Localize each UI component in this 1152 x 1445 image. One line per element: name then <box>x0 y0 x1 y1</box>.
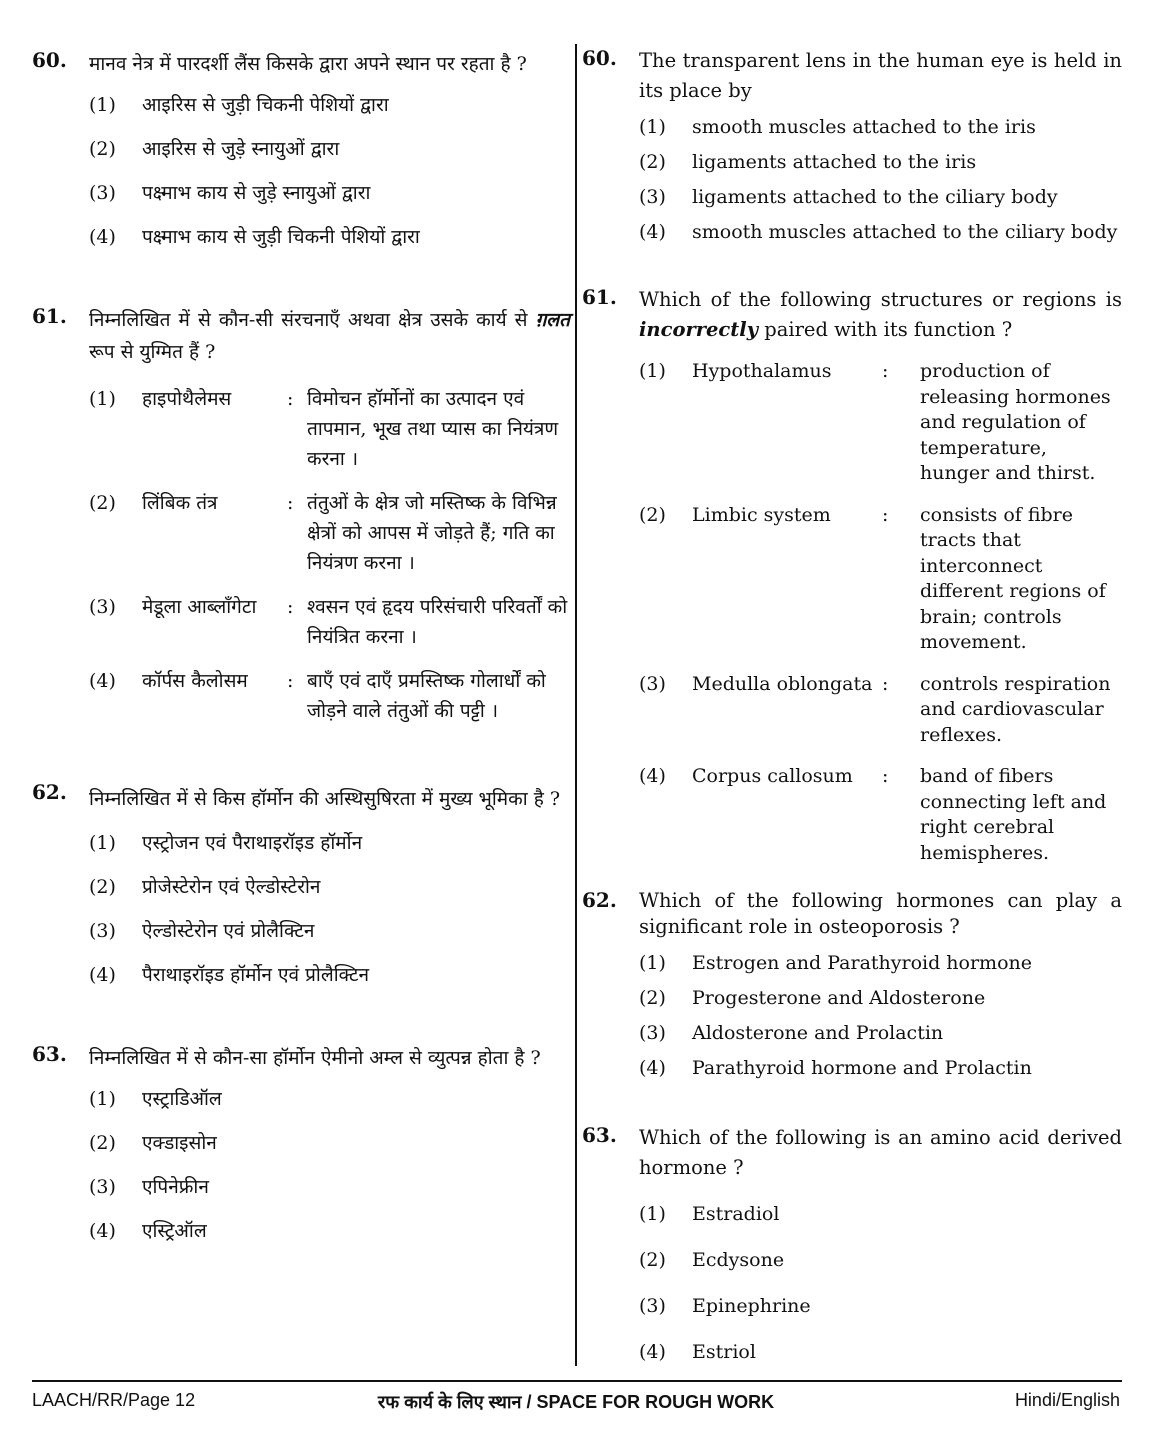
page-code: LAACH/RR/Page 12 <box>32 1390 196 1410</box>
question-61-english <box>582 285 1122 866</box>
match-option: (4) कॉर्पस कैलोसम : बाएँ एवं दाएँ प्रमस्तिष्क गोलार्धों को जोड़ने वाले तंतुओं की पट्टी । <box>89 670 546 722</box>
question-60-hindi <box>32 48 570 252</box>
question-text: निम्नलिखित में से कौन-सी संरचनाएँ अथवा क्षेत्र उसके कार्य से ग़लत रूप से युग्मित हैं ? <box>89 309 570 363</box>
option: (3) Epinephrine <box>639 1295 811 1317</box>
match-option: (1) हाइपोथैलेमस : विमोचन हॉर्मोनों का उत्पादन एवं तापमान, भूख तथा प्यास का नियंत्रण करना । <box>89 388 559 470</box>
rough-work-label: रफ कार्य के लिए स्थान / SPACE FOR ROUGH WORK <box>377 1392 775 1412</box>
question-text: निम्नलिखित में से किस हॉर्मोन की अस्थिसुषिरता में मुख्य भूमिका है ? <box>89 788 561 810</box>
footer-rule <box>32 1380 1122 1382</box>
language-label: Hindi/English <box>1014 1390 1120 1410</box>
question-number: 62. <box>32 780 67 804</box>
option: (3) ligaments attached to the ciliary body <box>639 186 1058 208</box>
question-text: मानव नेत्र में पारदर्शी लैंस किसके द्वारा अपने स्थान पर रहता है ? <box>89 53 527 75</box>
question-number: 63. <box>582 1123 617 1147</box>
option: (1) एस्ट्रोजन एवं पैराथाइरॉइड हॉर्मोन <box>89 832 363 854</box>
option: (1) आइरिस से जुड़ी चिकनी पेशियों द्वारा <box>89 94 389 116</box>
option: (3) Aldosterone and Prolactin <box>639 1022 944 1044</box>
column-divider <box>575 44 577 1366</box>
question-62-english <box>582 888 1122 1083</box>
option: (3) पक्ष्माभ काय से जुड़े स्नायुओं द्वारा <box>89 182 371 204</box>
option: (2) ligaments attached to the iris <box>639 151 977 173</box>
option: (3) एपिनेफ्रीन <box>89 1176 209 1198</box>
option: (1) smooth muscles attached to the iris <box>639 116 1036 138</box>
question-number: 63. <box>32 1042 67 1066</box>
english-column <box>582 40 1122 1367</box>
question-number: 62. <box>582 888 617 912</box>
option: (4) Estriol <box>639 1341 756 1363</box>
match-option: (2) Limbic system : consists of fibre tracts that interconnect different regions of brain; controls movement. <box>639 503 1106 653</box>
option: (4) पक्ष्माभ काय से जुड़ी चिकनी पेशियों द्वारा <box>89 226 420 248</box>
match-option: (3) मेडूला आब्लाँगेटा : श्वसन एवं हृदय परिसंचारी परिवर्तों को नियंत्रित करना । <box>89 596 568 648</box>
option: (2) प्रोजेस्टेरोन एवं ऐल्डोस्टेरोन <box>89 876 321 898</box>
option: (2) Progesterone and Aldosterone <box>639 987 986 1009</box>
option: (2) एक्डाइसोन <box>89 1132 217 1154</box>
option: (2) Ecdysone <box>639 1249 785 1271</box>
option: (1) Estrogen and Parathyroid hormone <box>639 952 1032 974</box>
option: (2) आइरिस से जुड़े स्नायुओं द्वारा <box>89 138 340 160</box>
question-number: 61. <box>32 304 67 328</box>
match-option: (3) Medulla oblongata : controls respiration and cardiovascular reflexes. <box>639 672 1111 746</box>
question-text: Which of the following is an amino acid derived hormone ? <box>639 1126 1122 1179</box>
question-61-hindi <box>32 304 570 726</box>
question-text: Which of the following structures or regions is incorrectly paired with its function ? <box>639 288 1122 341</box>
question-60-english <box>582 46 1122 247</box>
option: (1) एस्ट्राडिऑल <box>89 1088 222 1110</box>
question-text: The transparent lens in the human eye is held in its place by <box>639 49 1122 102</box>
option: (4) smooth muscles attached to the ciliary body <box>639 221 1118 243</box>
emphasis-word: incorrectly <box>639 318 759 341</box>
question-number: 61. <box>582 285 617 309</box>
match-option: (4) Corpus callosum : band of fibers connecting left and right cerebral hemispheres. <box>639 765 1107 864</box>
question-63-english <box>582 1123 1122 1367</box>
question-63-hindi <box>32 1042 570 1246</box>
hindi-column <box>32 40 570 1246</box>
option: (4) पैराथाइरॉइड हॉर्मोन एवं प्रोलैक्टिन <box>89 964 370 986</box>
option: (4) एस्ट्रिऑल <box>89 1220 207 1242</box>
question-number: 60. <box>32 48 67 72</box>
match-option: (2) लिंबिक तंत्र : तंतुओं के क्षेत्र जो मस्तिष्क के विभिन्न क्षेत्रों को आपस में जोड़ते हैं; गति का नियंत्रण करना । <box>89 492 557 574</box>
question-number: 60. <box>582 46 617 70</box>
option: (1) Estradiol <box>639 1203 780 1225</box>
option: (4) Parathyroid hormone and Prolactin <box>639 1057 1032 1079</box>
question-text: निम्नलिखित में से कौन-सा हॉर्मोन ऐमीनो अम्ल से व्युत्पन्न होता है ? <box>89 1047 541 1069</box>
emphasis-word: ग़लत <box>535 309 570 331</box>
question-62-hindi <box>32 780 570 990</box>
match-option: (1) Hypothalamus : production of releasing hormones and regulation of temperature, hunger and thirst. <box>639 360 1111 484</box>
option: (3) ऐल्डोस्टेरोन एवं प्रोलैक्टिन <box>89 920 315 942</box>
question-text: Which of the following hormones can play a significant role in osteoporosis ? <box>639 889 1122 938</box>
